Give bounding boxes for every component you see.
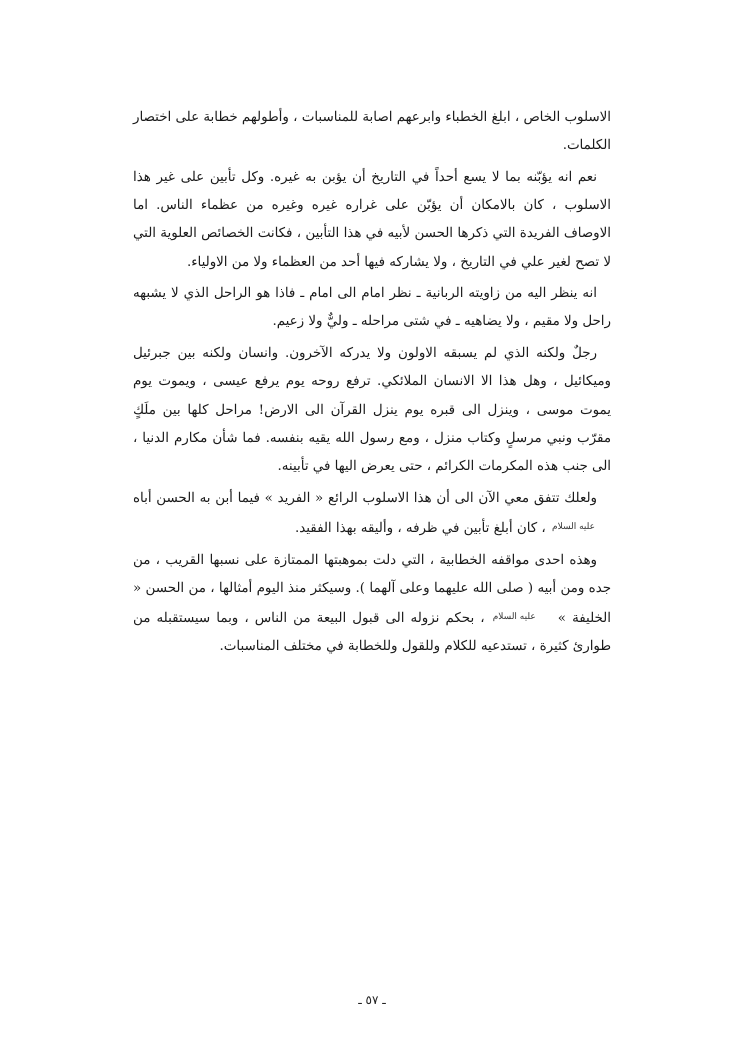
paragraph-6 (133, 547, 611, 662)
paragraph-5-text-after: ، كان أبلغ تأبين في ظرفه ، وأليقه بهذا الفقيد. (294, 520, 546, 536)
paragraph-5-text-before: ولعلك تتفق معي الآن الى أن هذا الاسلوب الرائع « الفريد » فيما أبن به الحسن أباه (133, 490, 597, 506)
honorific-symbol: عليه السلام (492, 611, 536, 622)
paragraph-2: نعم انه يؤبّنه بما لا يسع أحداً في التاريخ أن يؤبن به غيره. وكل تأبين على غير هذا الاسلوب ، كان بالامكان أن يؤبّن على غراره غيره وغيره من عظماء الناس. اما الاوصاف الفريدة التي ذكرها الحسن لأبيه في هذا التأبين ، فكانت الخصائص العلوية التي لا تصح لغير علي في التاريخ ، ولا يشاركه فيها أحد من العظماء ولا من الاولياء. (133, 169, 611, 270)
paragraph-5 (133, 485, 611, 543)
paragraph-6-text-before: وهذه احدى مواقفه الخطابية ، التي دلت بموهبتها الممتازة على نسبها القريب ، من جده ومن أبيه ( صلى الله عليهما وعلى آلهما ). وسيكثر منذ اليوم أمثالها ، من الحسن « الخليفة » (133, 552, 611, 626)
paragraph-6-text-after: ، بحكم نزوله الى قبول البيعة من الناس ، وبما سيستقبله من طوارئ كثيرة ، تستدعيه للكلام وللقول وللخطابة في مختلف المناسبات. (133, 610, 611, 655)
body-text (133, 104, 611, 665)
paragraph-1: الاسلوب الخاص ، ابلغ الخطباء وابرعهم اصابة للمناسبات ، وأطولهم خطابة على اختصار الكلمات. (133, 110, 611, 154)
honorific-symbol: عليه السلام (552, 521, 595, 532)
paragraph-4: رجلٌ ولكنه الذي لم يسبقه الاولون ولا يدركه الآخرون. وانسان ولكنه بين جبرئيل وميكائيل ، وهل هذا الا الانسان الملائكي. ترفع روحه يوم يرفع عيسى ، ويموت يوم يموت موسى ، وينزل الى قبره يوم ينزل القرآن الى الارض! مراحل كلها بين ملَكٍ مقرّب ونبي مرسلٍ وكتاب منزل ، ومع رسول الله يقيه بنفسه. فما شأن مكارم الدنيا ، الى جنب هذه المكرمات الكرائم ، حتى يعرض اليها في تأبينه. (133, 346, 611, 474)
page-number: ـ ٥٧ ـ (358, 993, 386, 1007)
paragraph-3: انه ينظر اليه من زاويته الربانية ـ نظر امام الى امام ـ فاذا هو الراحل الذي لا يشبهه راحل ولا مقيم ، ولا يضاهيه ـ في شتى مراحله ـ وليٌّ ولا زعيم. (133, 286, 611, 330)
